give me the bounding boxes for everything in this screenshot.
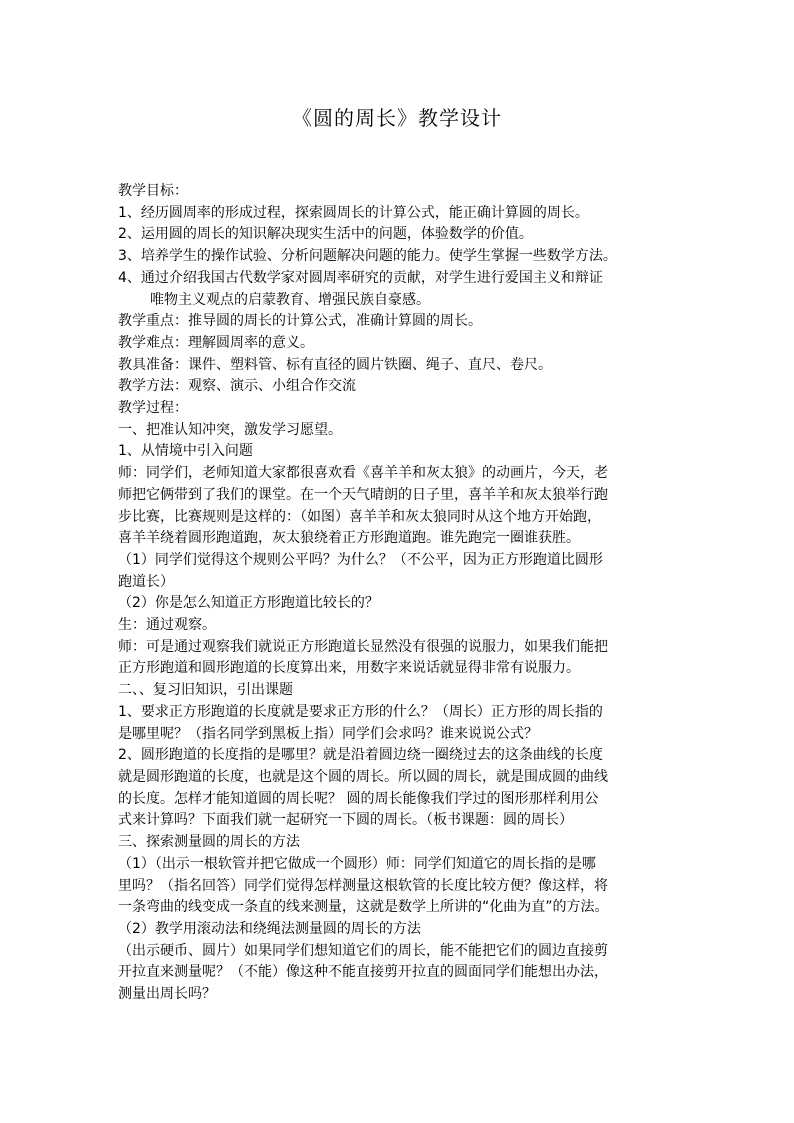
text-line: 1、从情境中引入问题 — [118, 443, 253, 460]
document-title: 《圆的周长》教学设计 — [292, 106, 502, 130]
text-line: 教学过程： — [118, 400, 188, 417]
text-line: 教学目标： — [118, 183, 188, 199]
text-line: 2、圆形跑道的长度指的是哪里？就是沿着圆边绕一圈绕过去的这条曲线的长度 — [118, 747, 603, 764]
text-line: 式来计算吗？下面我们就一起研究一下圆的周长。（板书课题：圆的周长） — [118, 812, 573, 829]
text-line: 3、培养学生的操作试验、分析问题解决问题的能力。使学生掌握一些数学方法。 — [118, 248, 617, 265]
text-line: （1）同学们觉得这个规则公平吗？为什么？（不公平，因为正方形跑道比圆形 — [118, 551, 603, 568]
text-line: 1、经历圆周率的形成过程，探索圆周长的计算公式，能正确计算圆的周长。 — [118, 204, 589, 221]
text-line: （2）教学用滚动法和绕绳法测量圆的周长的方法 — [118, 920, 421, 937]
text-line: 二、、复习旧知识，引出课题 — [118, 682, 293, 699]
text-line: 步比赛，比赛规则是这样的：（如图）喜羊羊和灰太狼同时从这个地方开始跑， — [118, 508, 601, 525]
text-line: 开拉直来测量呢？（不能）像这种不能直接剪开拉直的圆面同学们能想出办法， — [118, 964, 608, 981]
text-line: 的长度。怎样才能知道圆的周长呢？ 圆的周长能像我们学过的图形那样利用公 — [118, 790, 599, 807]
text-line: 2、运用圆的周长的知识解决现实生活中的问题，体验数学的价值。 — [118, 226, 533, 243]
text-line: 正方形跑道和圆形跑道的长度算出来，用数字来说话就显得非常有说服力。 — [118, 660, 580, 677]
text-line: 教学方法：观察、演示、小组合作交流 — [118, 378, 356, 395]
text-line: 师：同学们，老师知道大家都很喜欢看《喜羊羊和灰太狼》的动画片，今天，老 — [118, 465, 608, 482]
text-line: 三、探索测量圆的周长的方法 — [118, 834, 300, 851]
text-line: 生：通过观察。 — [118, 617, 216, 634]
text-line: （1）（出示一根软管并把它做成一个圆形）师：同学们知道它的周长指的是哪 — [118, 855, 596, 872]
text-line: 跑道长） — [118, 573, 174, 590]
text-line: 教学难点：理解圆周率的意义。 — [118, 334, 314, 351]
text-line: 一条弯曲的线变成一条直的线来测量，这就是数学上所讲的“化曲为直”的方法。 — [118, 899, 609, 916]
text-line: 里吗？（指名回答）同学们觉得怎样测量这根软管的长度比较方便？像这样，将 — [118, 877, 608, 894]
document-body — [118, 181, 678, 1006]
text-line: 是哪里呢？（指名同学到黑板上指）同学们会求吗？谁来说说公式？ — [118, 725, 538, 742]
text-line: 4、通过介绍我国古代数学家对圆周率研究的贡献，对学生进行爱国主义和辩证 — [118, 269, 603, 286]
text-line: （2）你是怎么知道正方形跑道比较长的？ — [118, 595, 379, 612]
text-line: 师：可是通过观察我们就说正方形跑道长显然没有很强的说服力，如果我们能把 — [118, 638, 608, 655]
text-line: 1、要求正方形跑道的长度就是要求正方形的什么？（周长）正方形的周长指的 — [118, 703, 603, 720]
text-line: 一、把准认知冲突，激发学习愿望。 — [118, 421, 342, 438]
text-line: （出示硬币、圆片）如果同学们想知道它们的周长，能不能把它们的圆边直接剪 — [118, 942, 608, 959]
text-line: 唯物主义观点的启蒙教育、增强民族自豪感。 — [150, 291, 430, 308]
text-line: 师把它俩带到了我们的课堂。在一个天气晴朗的日子里，喜羊羊和灰太狼举行跑 — [118, 486, 608, 503]
text-line: 喜羊羊绕着圆形跑道跑，灰太狼绕着正方形跑道跑。谁先跑完一圈谁获胜。 — [118, 530, 580, 547]
text-line: 教具准备：课件、塑料管、标有直径的圆片铁圈、绳子、直尺、卷尺。 — [118, 356, 552, 373]
text-line: 教学重点：推导圆的周长的计算公式，准确计算圆的周长。 — [118, 313, 482, 330]
text-line: 测量出周长吗？ — [118, 986, 216, 1003]
text-line: 就是圆形跑道的长度，也就是这个圆的周长。所以圆的周长，就是围成圆的曲线 — [118, 768, 608, 785]
